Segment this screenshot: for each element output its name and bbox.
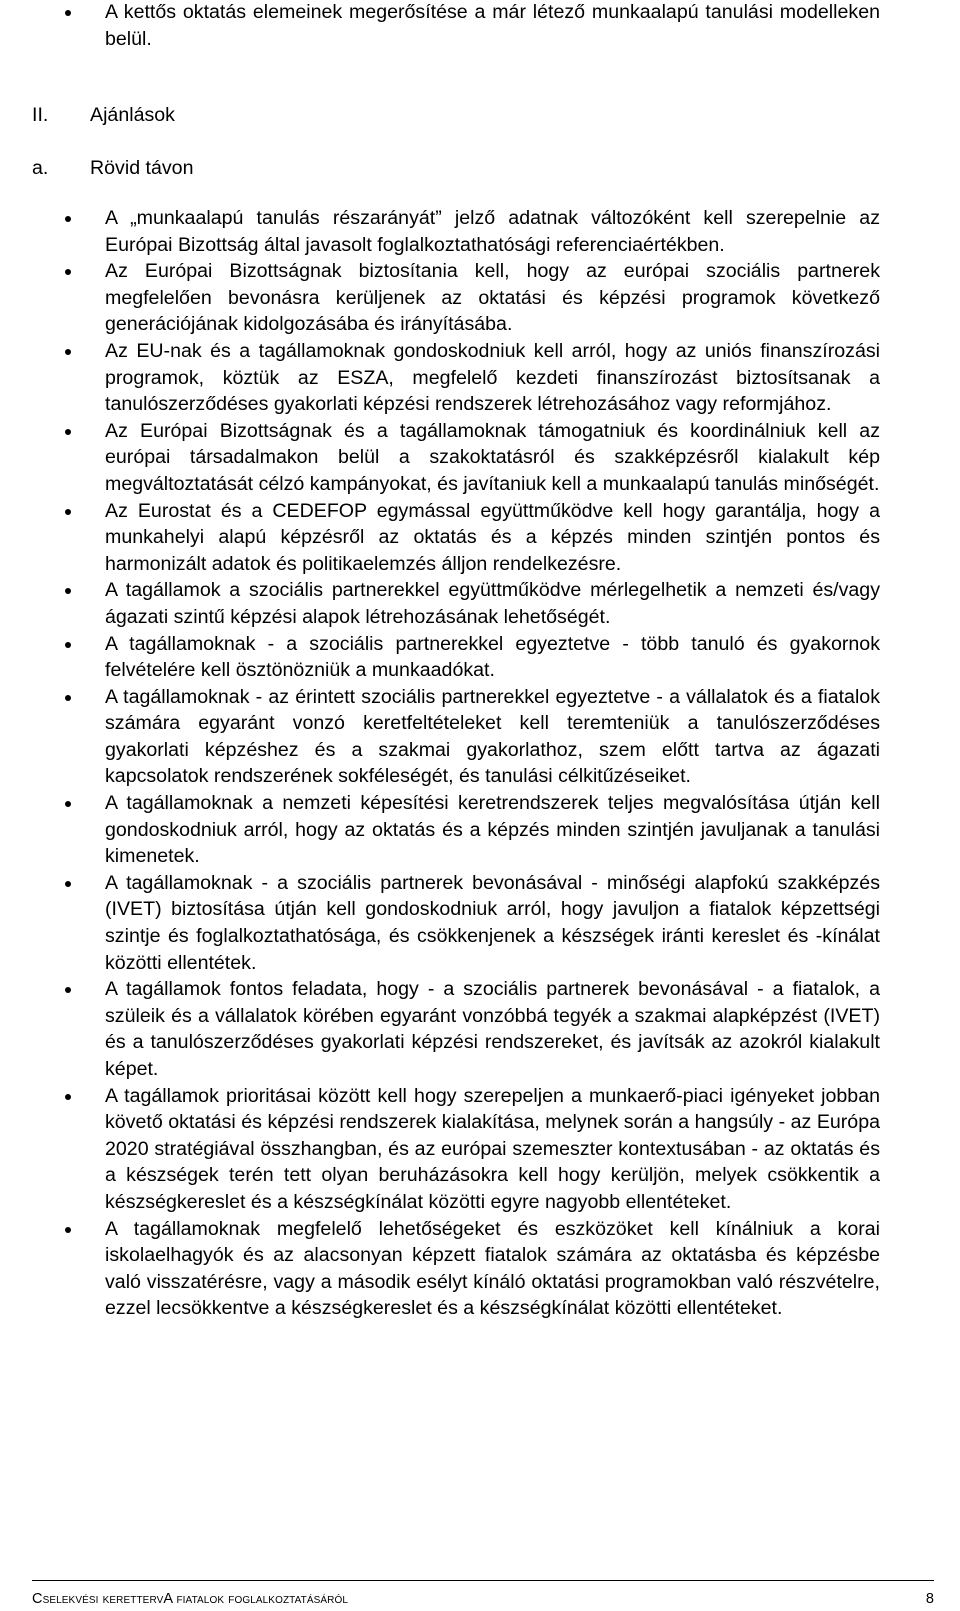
bullet-icon (65, 429, 71, 435)
list-item (0, 631, 880, 684)
list-item (0, 338, 880, 418)
list-item (0, 976, 880, 1082)
section-title: Ajánlások (90, 104, 175, 126)
list-item (0, 1083, 880, 1216)
bullet-icon (65, 642, 71, 648)
subsection-heading (32, 155, 432, 181)
list-item-text: Az Eurostat és a CEDEFOP egymással együttműködve kell hogy garantálja, hogy a munkahelyi alapú képzésről az oktatás és a képzés minden szintjén pontos és harmonizált adatok és politikaelemzés álljon rendelkezésre. (105, 499, 880, 575)
bullet-icon (65, 269, 71, 275)
list-item-text: Az Európai Bizottságnak biztosítania kell, hogy az európai szociális partnerek megfelelően bevonásra kerüljenek az oktatási és képzési programok következő generációjának kidolgozásába és irányításába. (105, 260, 880, 336)
list-item-text: A tagállamoknak - a szociális partnerek bevonásával - minőségi alapfokú szakképzés (IVET) biztosítása útján kell gondoskodniuk arról, hogy javuljon a fiatalok képzettségi szintje és foglalkoztathatósága, és csökkenjenek a készségek iránti kereslet és -kínálat közötti ellentétek. (105, 871, 880, 974)
section-number: II. (32, 104, 49, 126)
bullet-icon (65, 1094, 71, 1100)
list-item (0, 684, 880, 790)
footer-title: Cselekvési kerettervA fiatalok foglalkoztatásáról (32, 1591, 349, 1607)
list-item (0, 0, 880, 52)
list-item-text: A kettős oktatás elemeinek megerősítése a már létező munkaalapú tanulási modelleken belül. (105, 1, 880, 50)
list-item (0, 205, 880, 258)
bullet-icon (65, 588, 71, 594)
subsection-number: a. (32, 157, 49, 179)
list-item-text: A tagállamok a szociális partnerekkel együttműködve mérlegelhetik a nemzeti és/vagy ágazati szintű képzési alapok létrehozásának lehetőségét. (105, 579, 880, 628)
page-number: 8 (925, 1591, 934, 1607)
list-item (0, 418, 880, 498)
list-item (0, 1216, 880, 1322)
section-heading (32, 102, 432, 128)
list-item-text: A tagállamoknak megfelelő lehetőségeket és eszközöket kell kínálniuk a korai iskolaelhagyók és az alacsonyan képzett fiatalok számára az oktatásba és képzésbe való visszatérésre, vagy a második esélyt kínáló oktatási programokban való részvételre, ezzel lecsökkentve a készségkereslet és a készségkínálat közötti ellentéteket. (105, 1217, 880, 1320)
list-item (0, 577, 880, 630)
list-item-text: Az Európai Bizottságnak és a tagállamoknak támogatniuk és koordinálniuk kell az európai társadalmakon belül a szakoktatásról és szakképzésről kialakult kép megváltoztatását célzó kampányokat, és javítaniuk kell a munkaalapú tanulás minőségét. (105, 419, 880, 495)
list-item-text: A tagállamok fontos feladata, hogy - a szociális partnerek bevonásával - a fiatalok, a szüleik és a vállalatok körében egyaránt vonzóbbá tegyék a szakmai alapképzést (IVET) és a tanulószerződéses gyakorlati képzési rendszereket, és javítsák az azokról kialakult képet. (105, 978, 880, 1080)
bullet-icon (65, 349, 71, 355)
list-item-text: A tagállamok prioritásai között kell hogy szerepeljen a munkaerő-piaci igényeket jobban követő oktatási és képzési rendszerek kialakítása, melynek során a hangsúly - az Európa 2020 stratégiával összhangban, és az európai szemeszter kontextusában - az oktatás és a készségek terén tett olyan beruházásokra kell hogy kerüljön, melyek csökkentik a készségkereslet és a készségkínálat közötti egyre nagyobb ellentéteket. (105, 1084, 880, 1213)
list-item-text: A tagállamoknak - a szociális partnerekkel egyeztetve - több tanuló és gyakornok felvételére kell ösztönözniük a munkaadókat. (105, 632, 880, 682)
footer-divider (32, 1580, 934, 1581)
list-item (0, 498, 880, 578)
recommendations-list (0, 205, 960, 1322)
list-item-text: A tagállamoknak a nemzeti képesítési keretrendszerek teljes megvalósítása útján kell gondoskodniuk arról, hogy az oktatás és a képzés minden szintjén javuljanak a tanulási kimenetek. (105, 792, 880, 868)
list-item (0, 790, 880, 870)
bullet-icon (65, 695, 71, 701)
bullet-icon (65, 881, 71, 887)
bullet-icon (65, 987, 71, 993)
bullet-icon (65, 216, 71, 222)
list-item (0, 870, 880, 976)
list-item (0, 258, 880, 338)
subsection-title: Rövid távon (90, 157, 194, 179)
bullet-icon (65, 801, 71, 807)
bullet-icon (65, 10, 71, 16)
intro-bullet-list (0, 0, 960, 52)
bullet-icon (65, 509, 71, 515)
list-item-text: Az EU-nak és a tagállamoknak gondoskodniuk kell arról, hogy az uniós finanszírozási programok, köztük az ESZA, megfelelő kezdeti finanszírozást biztosítsanak a tanulószerződéses gyakorlati képzési rendszerek létrehozásához vagy reformjához. (105, 339, 880, 416)
bullet-icon (65, 1227, 71, 1233)
list-item-text: A tagállamoknak - az érintett szociális partnerekkel egyeztetve - a vállalatok és a fiatalok számára egyaránt vonzó keretfeltételeket kell teremteniük a tanulószerződéses gyakorlati képzéshez és a szakmai gyakorlathoz, szem előtt tartva az ágazati kapcsolatok rendszerének sokféleségét, és tanulási célkitűzéseiket. (105, 685, 880, 788)
list-item-text: A „munkaalapú tanulás részarányát” jelző adatnak változóként kell szerepelnie az Európai Bizottság által javasolt foglalkoztathatósági referenciaértékben. (105, 207, 880, 256)
page-footer (32, 1590, 934, 1608)
